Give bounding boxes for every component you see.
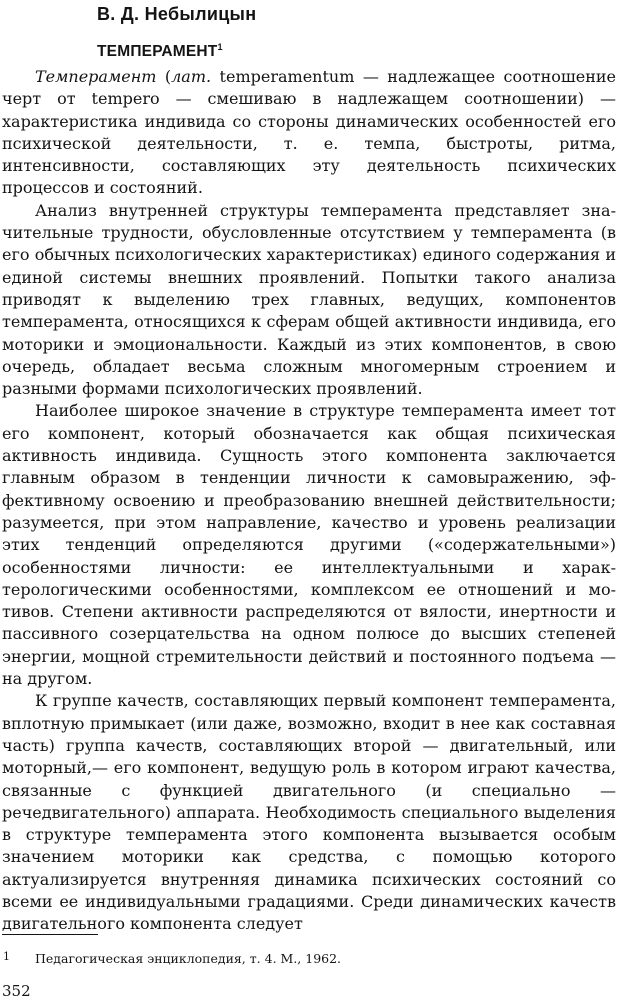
- page-number: 352: [2, 982, 31, 1000]
- title-footnote-ref: 1: [217, 42, 223, 52]
- footnote-mark: 1: [3, 950, 10, 963]
- article-title-text: ТЕМПЕРАМЕНТ: [97, 43, 218, 60]
- latin-abbr: лат.: [171, 67, 212, 86]
- article-body: [2, 66, 616, 936]
- intro-text: temperamentum — надлежащее соотношение черт от tempero — смешиваю в надлежащем соотношении) — характеристика индивида со стороны динамических особенностей его психической деятельности, т. е. темпа, быстроты, ритма, интенсивности, составляющих эту деятельность психических процессов и состояний.: [2, 67, 617, 198]
- intro-paragraph: Темперамент (лат. temperamentum — надлежащее соотношение черт от tempero — смешиваю в надлежащем соотношении) — характеристика индивида со стороны динамических особенностей его психической деятельности, т. е. темпа, быстроты, ритма, интенсивности, составляющих эту деятельность психических процессов и состояний.: [2, 67, 617, 198]
- author-name: В. Д. Небылицын: [97, 4, 257, 24]
- body-paragraph: К группе качеств, составляющих первый компонент темперамента, вплотную примыкает (или даже, возможно, входит в нее как составная часть) группа качеств, составляющих второй — двигательный, или моторный,— его компонент, ведущую роль в котором играют качества, связанные с функцией двигательного (и специально — речедвигательного) аппарата. Необходимость специального выделения в структуре темперамента этого компонента вызывается особым значением моторики как средства, с помощью которого актуализируется внутренняя динамика психических состояний со всеми ее индивидуальными градациями. Среди динамических качеств двигательного компонента следует: [2, 691, 616, 934]
- article-title: [97, 42, 223, 61]
- body-paragraph: Анализ внутренней структуры темперамента представляет значительные трудности, обусловленные отсутствием у темперамента (в его обычных психологических характеристиках) единого содержания и единой системы внешних проявлений. Попытки такого анализа приводят к выделению трех главных, ведущих, компонентов темперамента, относящихся к сферам общей активности индивида, его моторики и эмоциональности. Каждый из этих компонентов, в свою очередь, обладает весьма сложным многомерным строением и разными формами психологических проявлений.: [2, 200, 616, 399]
- footnote-text: Педагогическая энциклопедия, т. 4. М., 1962.: [35, 951, 342, 966]
- footnote-divider: [2, 934, 98, 935]
- body-paragraph: Наиболее широкое значение в структуре темперамента имеет тот его компонент, который обозначается как общая психическая активность индивида. Сущность этого компонента заключается главным образом в тенденции личности к самовыражению, эффективному освоению и преобразованию внешней действительности; разумеется, при этом направление, качество и уровень реализации этих тенденций определяются другими («содержательными») особенностями личности: ее интеллектуальными и характерологическими особенностями, комплексом ее отношений и мотивов. Степени активности распределяются от вялости, инертности и пассивного созерцательства на одном полюсе до высших степеней энергии, мощной стремительности действий и постоянного подъема — на другом.: [2, 401, 616, 689]
- defined-term: Темперамент: [35, 67, 157, 86]
